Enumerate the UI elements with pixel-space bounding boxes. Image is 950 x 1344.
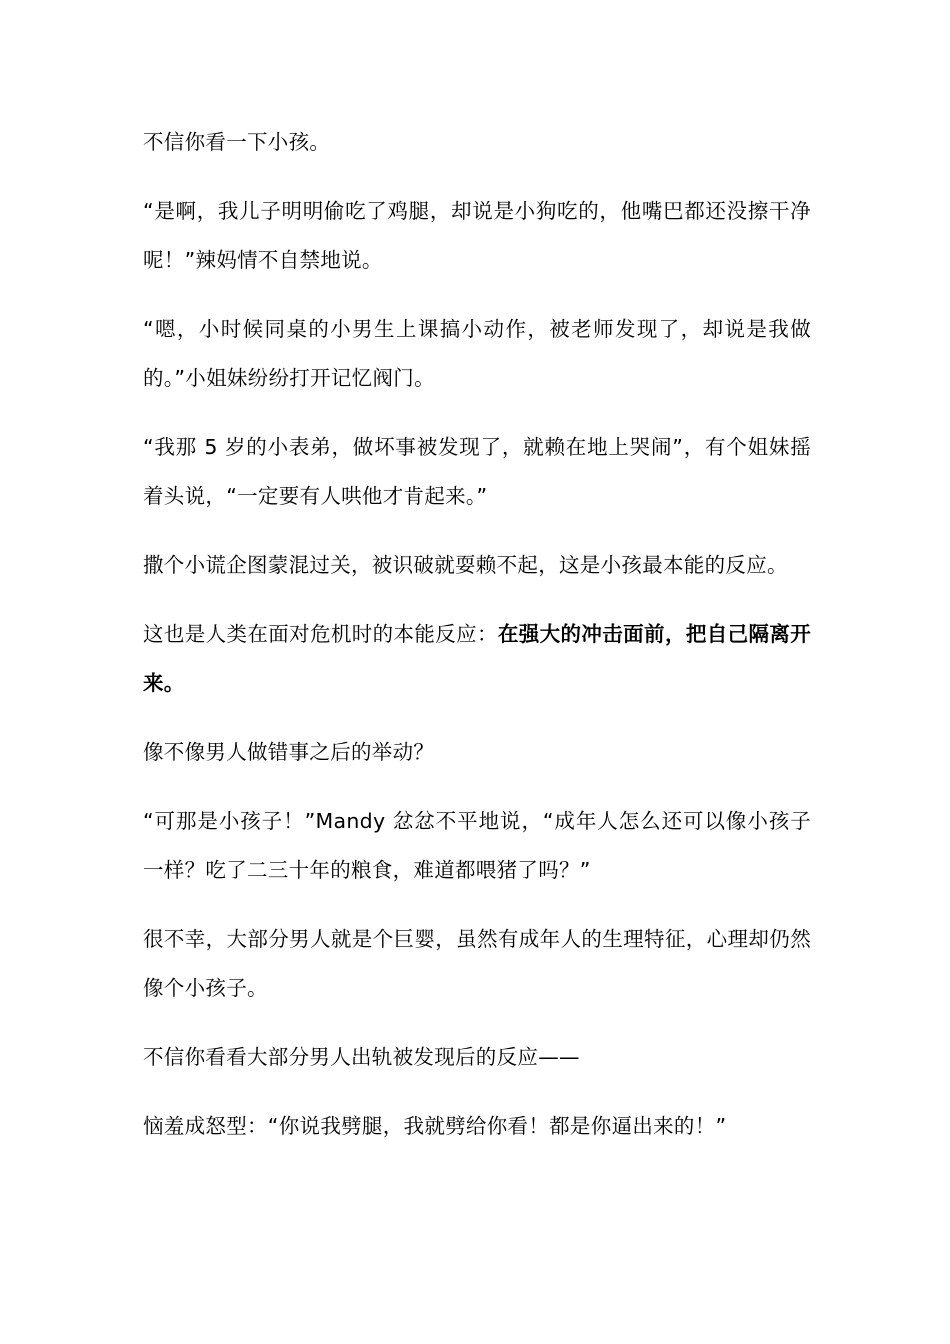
paragraph-bold-text: 在强大的冲击面前，把自己隔离开来。: [143, 622, 812, 695]
paragraph: [143, 797, 811, 895]
paragraph: [143, 728, 811, 777]
paragraph-text: 不信你看看大部分男人出轨被发现后的反应——: [143, 1045, 580, 1069]
paragraph-text: 不信你看一下小孩。: [143, 130, 331, 154]
paragraph-text: 这也是人类在面对危机时的本能反应：: [143, 622, 498, 646]
paragraph-text: 很不幸，大部分男人就是个巨婴，虽然有成年人的生理特征，心理却仍然像个小孩子。: [143, 927, 811, 1000]
paragraph-text: “是啊，我儿子明明偷吃了鸡腿，却说是小狗吃的，他嘴巴都还没擦干净呢！”辣妈情不自禁地说。: [143, 199, 811, 272]
paragraph-text: 像不像男人做错事之后的举动？: [143, 740, 435, 764]
paragraph-text: 撒个小谎企图蒙混过关，被识破就耍赖不起，这是小孩最本能的反应。: [143, 553, 788, 577]
paragraph: [143, 1102, 811, 1151]
paragraph: [143, 423, 811, 521]
paragraph: [143, 541, 811, 590]
paragraph: [143, 187, 811, 285]
paragraph-text: “我那 5 岁的小表弟，做坏事被发现了，就赖在地上哭闹”，有个姐妹摇着头说，“一定要有人哄他才肯起来。”: [143, 435, 811, 508]
paragraph-text: “嗯，小时候同桌的小男生上课搞小动作，被老师发现了，却说是我做的。”小姐妹纷纷打开记忆阀门。: [143, 317, 811, 390]
paragraph: [143, 610, 811, 708]
paragraph: [143, 915, 811, 1013]
paragraph: [143, 305, 811, 403]
paragraph-text: “可那是小孩子！”Mandy 忿忿不平地说，“成年人怎么还可以像小孩子一样？吃了二三十年的粮食，难道都喂猪了吗？”: [143, 809, 811, 882]
article-body: [143, 118, 811, 1171]
paragraph: [143, 1033, 811, 1082]
paragraph-text: 恼羞成怒型：“你说我劈腿，我就劈给你看！都是你逼出来的！”: [143, 1114, 727, 1138]
paragraph: [143, 118, 811, 167]
